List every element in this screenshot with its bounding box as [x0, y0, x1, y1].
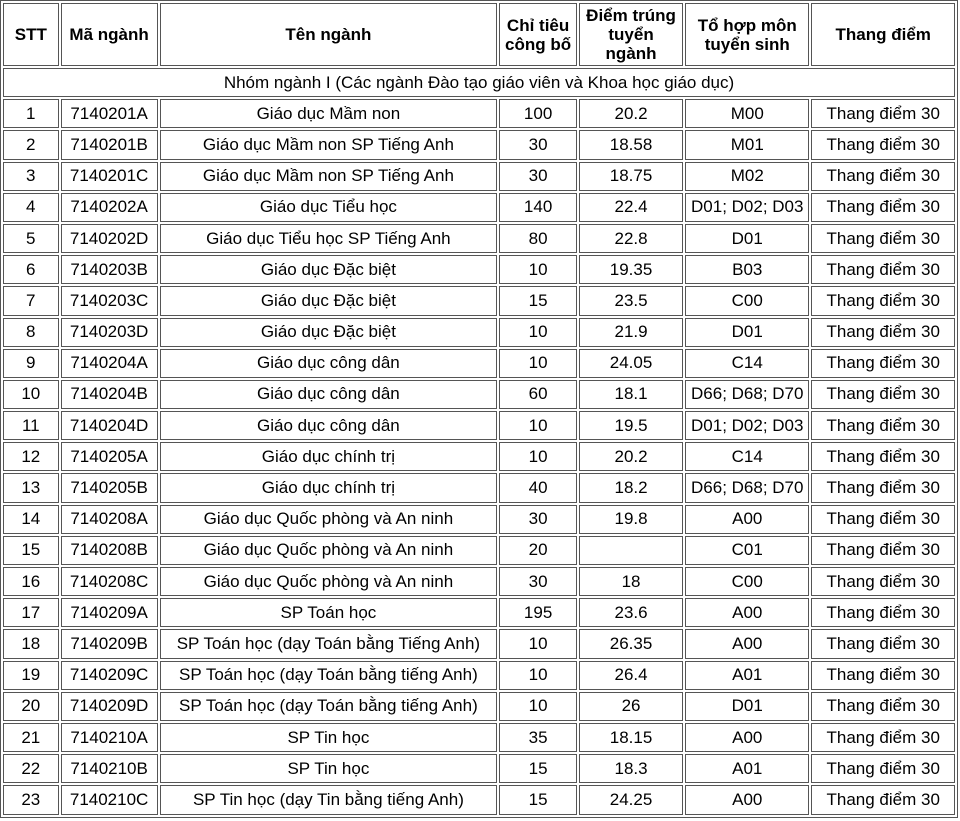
header-ten-nganh: Tên ngành: [160, 3, 498, 66]
cell-chi-tieu: 10: [499, 692, 577, 721]
cell-thang-diem: Thang điểm 30: [811, 99, 955, 128]
cell-chi-tieu: 10: [499, 629, 577, 658]
table-row: [3, 162, 955, 191]
cell-diem-trung-tuyen: 18.2: [579, 473, 683, 502]
cell-ma-nganh: 7140203D: [61, 318, 158, 347]
table-row: [3, 255, 955, 284]
cell-ma-nganh: 7140204D: [61, 411, 158, 440]
cell-diem-trung-tuyen: 22.4: [579, 193, 683, 222]
cell-diem-trung-tuyen: 23.6: [579, 598, 683, 627]
cell-ten-nganh: Giáo dục Mầm non SP Tiếng Anh: [160, 130, 498, 159]
cell-to-hop: A00: [685, 629, 809, 658]
cell-chi-tieu: 15: [499, 754, 577, 783]
table-row: [3, 380, 955, 409]
cell-thang-diem: Thang điểm 30: [811, 473, 955, 502]
table-row: [3, 723, 955, 752]
cell-to-hop: A00: [685, 505, 809, 534]
cell-ma-nganh: 7140203B: [61, 255, 158, 284]
cell-diem-trung-tuyen: 20.2: [579, 442, 683, 471]
cell-thang-diem: Thang điểm 30: [811, 380, 955, 409]
cell-ma-nganh: 7140208C: [61, 567, 158, 596]
table-row: [3, 661, 955, 690]
cell-thang-diem: Thang điểm 30: [811, 692, 955, 721]
cell-ten-nganh: Giáo dục công dân: [160, 380, 498, 409]
cell-thang-diem: Thang điểm 30: [811, 193, 955, 222]
cell-to-hop: D66; D68; D70: [685, 473, 809, 502]
table-row: [3, 598, 955, 627]
cell-thang-diem: Thang điểm 30: [811, 130, 955, 159]
cell-ma-nganh: 7140202A: [61, 193, 158, 222]
cell-to-hop: C14: [685, 349, 809, 378]
cell-stt: 16: [3, 567, 59, 596]
cell-thang-diem: Thang điểm 30: [811, 286, 955, 315]
table-row: [3, 473, 955, 502]
cell-stt: 11: [3, 411, 59, 440]
cell-ten-nganh: Giáo dục Tiểu học SP Tiếng Anh: [160, 224, 498, 253]
table-row: [3, 629, 955, 658]
cell-chi-tieu: 10: [499, 349, 577, 378]
cell-ma-nganh: 7140204B: [61, 380, 158, 409]
cell-stt: 2: [3, 130, 59, 159]
cell-chi-tieu: 35: [499, 723, 577, 752]
cell-diem-trung-tuyen: [579, 536, 683, 565]
cell-diem-trung-tuyen: 22.8: [579, 224, 683, 253]
cell-ten-nganh: Giáo dục Quốc phòng và An ninh: [160, 505, 498, 534]
cell-chi-tieu: 80: [499, 224, 577, 253]
cell-stt: 18: [3, 629, 59, 658]
cell-ten-nganh: SP Toán học (dạy Toán bằng tiếng Anh): [160, 692, 498, 721]
cell-chi-tieu: 15: [499, 286, 577, 315]
cell-thang-diem: Thang điểm 30: [811, 411, 955, 440]
cell-to-hop: M02: [685, 162, 809, 191]
cell-ma-nganh: 7140201A: [61, 99, 158, 128]
cell-diem-trung-tuyen: 18.3: [579, 754, 683, 783]
cell-ma-nganh: 7140210B: [61, 754, 158, 783]
cell-to-hop: M00: [685, 99, 809, 128]
cell-ten-nganh: SP Tin học (dạy Tin bằng tiếng Anh): [160, 785, 498, 814]
header-thang-diem: Thang điểm: [811, 3, 955, 66]
cell-diem-trung-tuyen: 19.35: [579, 255, 683, 284]
cell-to-hop: D01; D02; D03: [685, 411, 809, 440]
cell-chi-tieu: 140: [499, 193, 577, 222]
header-to-hop: Tổ hợp môn tuyển sinh: [685, 3, 809, 66]
cell-stt: 19: [3, 661, 59, 690]
cell-ten-nganh: Giáo dục Tiểu học: [160, 193, 498, 222]
table-row: [3, 286, 955, 315]
cell-ma-nganh: 7140210C: [61, 785, 158, 814]
cell-ten-nganh: Giáo dục chính trị: [160, 473, 498, 502]
cell-thang-diem: Thang điểm 30: [811, 754, 955, 783]
header-ma-nganh: Mã ngành: [61, 3, 158, 66]
cell-diem-trung-tuyen: 21.9: [579, 318, 683, 347]
cell-ten-nganh: Giáo dục công dân: [160, 349, 498, 378]
cell-ma-nganh: 7140202D: [61, 224, 158, 253]
cell-thang-diem: Thang điểm 30: [811, 661, 955, 690]
cell-to-hop: C14: [685, 442, 809, 471]
header-diem-trung-tuyen: Điểm trúng tuyển ngành: [579, 3, 683, 66]
cell-chi-tieu: 10: [499, 442, 577, 471]
cell-diem-trung-tuyen: 18.58: [579, 130, 683, 159]
cell-diem-trung-tuyen: 18.15: [579, 723, 683, 752]
cell-ma-nganh: 7140209C: [61, 661, 158, 690]
table-row: [3, 411, 955, 440]
table-row: [3, 99, 955, 128]
cell-ten-nganh: Giáo dục Quốc phòng và An ninh: [160, 567, 498, 596]
cell-diem-trung-tuyen: 19.8: [579, 505, 683, 534]
cell-ten-nganh: SP Tin học: [160, 754, 498, 783]
cell-thang-diem: Thang điểm 30: [811, 255, 955, 284]
table-row: [3, 754, 955, 783]
table-row: [3, 505, 955, 534]
cell-ten-nganh: Giáo dục công dân: [160, 411, 498, 440]
cell-diem-trung-tuyen: 26.4: [579, 661, 683, 690]
cell-diem-trung-tuyen: 19.5: [579, 411, 683, 440]
cell-ma-nganh: 7140209D: [61, 692, 158, 721]
cell-chi-tieu: 10: [499, 661, 577, 690]
cell-to-hop: A00: [685, 723, 809, 752]
cell-stt: 20: [3, 692, 59, 721]
cell-to-hop: D66; D68; D70: [685, 380, 809, 409]
cell-diem-trung-tuyen: 23.5: [579, 286, 683, 315]
table-row: [3, 318, 955, 347]
cell-stt: 17: [3, 598, 59, 627]
table-row: [3, 130, 955, 159]
table-row: [3, 692, 955, 721]
cell-chi-tieu: 30: [499, 162, 577, 191]
header-chi-tieu: Chỉ tiêu công bố: [499, 3, 577, 66]
cell-stt: 12: [3, 442, 59, 471]
cell-stt: 14: [3, 505, 59, 534]
cell-to-hop: B03: [685, 255, 809, 284]
cell-thang-diem: Thang điểm 30: [811, 629, 955, 658]
cell-thang-diem: Thang điểm 30: [811, 567, 955, 596]
cell-diem-trung-tuyen: 24.05: [579, 349, 683, 378]
group-title: Nhóm ngành I (Các ngành Đào tạo giáo viên và Khoa học giáo dục): [3, 68, 955, 97]
cell-to-hop: A01: [685, 661, 809, 690]
cell-ma-nganh: 7140201C: [61, 162, 158, 191]
cell-thang-diem: Thang điểm 30: [811, 162, 955, 191]
cell-diem-trung-tuyen: 18.1: [579, 380, 683, 409]
cell-diem-trung-tuyen: 18.75: [579, 162, 683, 191]
cell-thang-diem: Thang điểm 30: [811, 505, 955, 534]
cell-chi-tieu: 40: [499, 473, 577, 502]
cell-chi-tieu: 10: [499, 318, 577, 347]
cell-chi-tieu: 30: [499, 567, 577, 596]
cell-to-hop: D01: [685, 224, 809, 253]
cell-stt: 4: [3, 193, 59, 222]
cell-stt: 1: [3, 99, 59, 128]
cell-chi-tieu: 30: [499, 130, 577, 159]
table-row: [3, 536, 955, 565]
cell-stt: 13: [3, 473, 59, 502]
cell-to-hop: D01; D02; D03: [685, 193, 809, 222]
cell-to-hop: C00: [685, 286, 809, 315]
cell-ten-nganh: Giáo dục Đặc biệt: [160, 318, 498, 347]
cell-ten-nganh: Giáo dục Quốc phòng và An ninh: [160, 536, 498, 565]
cell-stt: 7: [3, 286, 59, 315]
cell-to-hop: D01: [685, 692, 809, 721]
cell-diem-trung-tuyen: 24.25: [579, 785, 683, 814]
cell-stt: 9: [3, 349, 59, 378]
cell-ten-nganh: SP Toán học (dạy Toán bằng tiếng Anh): [160, 661, 498, 690]
cell-chi-tieu: 20: [499, 536, 577, 565]
header-stt: STT: [3, 3, 59, 66]
cell-ten-nganh: Giáo dục Đặc biệt: [160, 255, 498, 284]
table-row: [3, 193, 955, 222]
cell-to-hop: A00: [685, 598, 809, 627]
table-row: [3, 442, 955, 471]
cell-thang-diem: Thang điểm 30: [811, 224, 955, 253]
cell-to-hop: C00: [685, 567, 809, 596]
cell-stt: 3: [3, 162, 59, 191]
cell-to-hop: M01: [685, 130, 809, 159]
cell-ma-nganh: 7140205B: [61, 473, 158, 502]
cell-to-hop: A00: [685, 785, 809, 814]
cell-thang-diem: Thang điểm 30: [811, 598, 955, 627]
cell-stt: 10: [3, 380, 59, 409]
cell-ma-nganh: 7140208A: [61, 505, 158, 534]
cell-to-hop: D01: [685, 318, 809, 347]
cell-stt: 22: [3, 754, 59, 783]
cell-ten-nganh: SP Toán học: [160, 598, 498, 627]
header-row: [3, 3, 955, 66]
cell-ma-nganh: 7140209B: [61, 629, 158, 658]
cell-thang-diem: Thang điểm 30: [811, 442, 955, 471]
cell-ma-nganh: 7140209A: [61, 598, 158, 627]
table-body: [3, 68, 955, 815]
group-row: [3, 68, 955, 97]
cell-ten-nganh: Giáo dục chính trị: [160, 442, 498, 471]
cell-chi-tieu: 195: [499, 598, 577, 627]
cell-thang-diem: Thang điểm 30: [811, 536, 955, 565]
cell-stt: 5: [3, 224, 59, 253]
cell-chi-tieu: 15: [499, 785, 577, 814]
cell-ma-nganh: 7140204A: [61, 349, 158, 378]
cell-ten-nganh: Giáo dục Mầm non SP Tiếng Anh: [160, 162, 498, 191]
cell-ma-nganh: 7140201B: [61, 130, 158, 159]
cell-stt: 8: [3, 318, 59, 347]
table-row: [3, 224, 955, 253]
table-row: [3, 567, 955, 596]
cell-thang-diem: Thang điểm 30: [811, 723, 955, 752]
cell-stt: 23: [3, 785, 59, 814]
cell-ma-nganh: 7140205A: [61, 442, 158, 471]
cell-ten-nganh: Giáo dục Mầm non: [160, 99, 498, 128]
cell-stt: 21: [3, 723, 59, 752]
cell-stt: 15: [3, 536, 59, 565]
cell-diem-trung-tuyen: 20.2: [579, 99, 683, 128]
cell-thang-diem: Thang điểm 30: [811, 349, 955, 378]
cell-diem-trung-tuyen: 26: [579, 692, 683, 721]
cell-chi-tieu: 60: [499, 380, 577, 409]
table-row: [3, 349, 955, 378]
cell-thang-diem: Thang điểm 30: [811, 785, 955, 814]
table-row: [3, 785, 955, 814]
cell-chi-tieu: 30: [499, 505, 577, 534]
cell-ma-nganh: 7140203C: [61, 286, 158, 315]
cell-ma-nganh: 7140208B: [61, 536, 158, 565]
cell-chi-tieu: 100: [499, 99, 577, 128]
cell-ten-nganh: SP Tin học: [160, 723, 498, 752]
cell-chi-tieu: 10: [499, 411, 577, 440]
cell-ten-nganh: SP Toán học (dạy Toán bằng Tiếng Anh): [160, 629, 498, 658]
cell-chi-tieu: 10: [499, 255, 577, 284]
cell-thang-diem: Thang điểm 30: [811, 318, 955, 347]
cell-ma-nganh: 7140210A: [61, 723, 158, 752]
cell-diem-trung-tuyen: 18: [579, 567, 683, 596]
cell-stt: 6: [3, 255, 59, 284]
cell-to-hop: A01: [685, 754, 809, 783]
cell-ten-nganh: Giáo dục Đặc biệt: [160, 286, 498, 315]
cell-to-hop: C01: [685, 536, 809, 565]
cell-diem-trung-tuyen: 26.35: [579, 629, 683, 658]
